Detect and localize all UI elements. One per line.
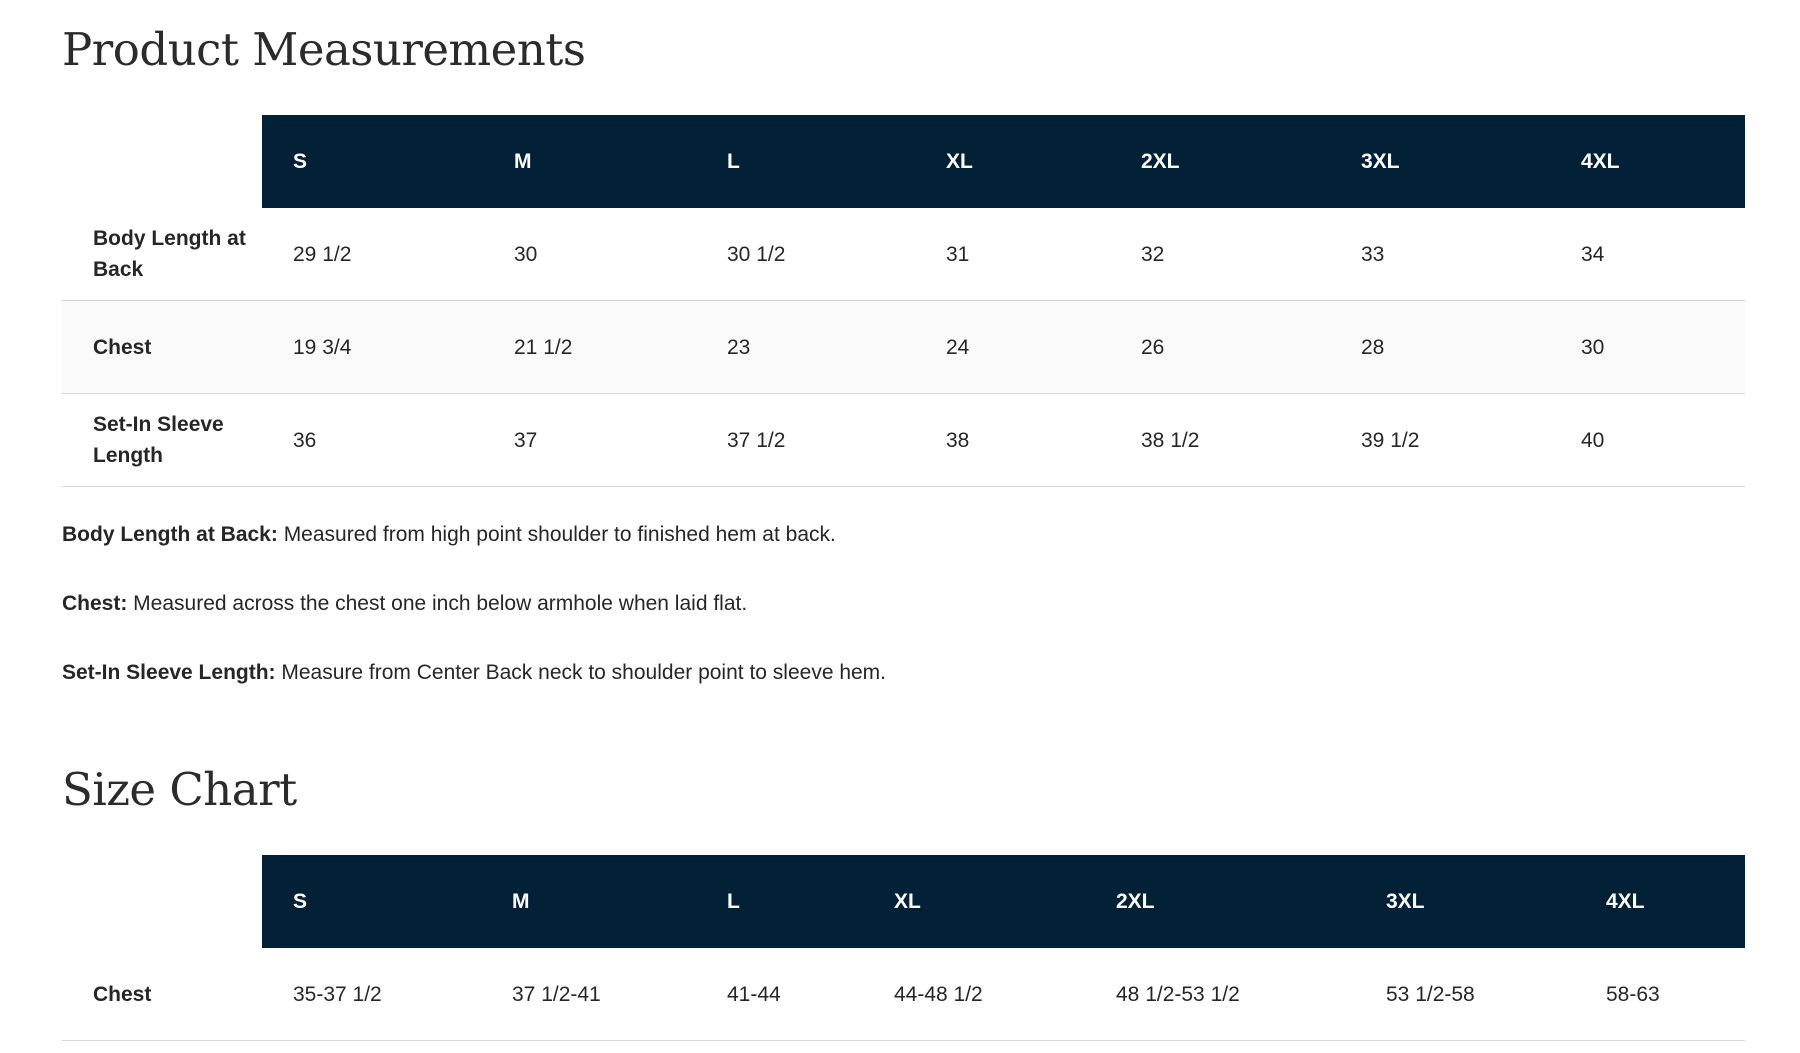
note-term: Body Length at Back: <box>62 523 278 546</box>
product-measurements-title: Product Measurements <box>62 23 586 76</box>
table-cell: 36 <box>262 394 483 487</box>
size-header: M <box>483 115 696 208</box>
size-header: L <box>696 115 915 208</box>
table-cell: 48 1/2-53 1/2 <box>1085 948 1355 1041</box>
table-cell: 44-48 1/2 <box>863 948 1085 1041</box>
size-header: L <box>696 855 863 948</box>
table-cell: 37 1/2-41 <box>481 948 696 1041</box>
size-header: XL <box>915 115 1110 208</box>
table-cell: 29 1/2 <box>262 208 483 301</box>
table-row <box>62 394 1745 487</box>
table-cell: 30 1/2 <box>696 208 915 301</box>
table-header-row <box>62 855 1745 948</box>
table-cell: 19 3/4 <box>262 301 483 394</box>
note-term: Set-In Sleeve Length: <box>62 661 276 684</box>
size-header: XL <box>863 855 1085 948</box>
table-cell: 23 <box>696 301 915 394</box>
table-cell: 28 <box>1330 301 1550 394</box>
table-cell: 32 <box>1110 208 1330 301</box>
row-label: Chest <box>62 948 262 1041</box>
table-cell: 53 1/2-58 <box>1355 948 1575 1041</box>
row-label: Body Length at Back <box>62 208 262 301</box>
size-header: 2XL <box>1085 855 1355 948</box>
table-cell: 30 <box>1550 301 1745 394</box>
table-cell: 34 <box>1550 208 1745 301</box>
table-header-row <box>62 115 1745 208</box>
size-header: 4XL <box>1550 115 1745 208</box>
table-cell: 31 <box>915 208 1110 301</box>
table-cell: 41-44 <box>696 948 863 1041</box>
table-cell: 38 1/2 <box>1110 394 1330 487</box>
measurement-note <box>62 589 747 619</box>
row-label: Set-In Sleeve Length <box>62 394 262 487</box>
note-text: Measured across the chest one inch below armhole when laid flat. <box>127 592 748 615</box>
note-term: Chest: <box>62 592 128 615</box>
table-cell: 37 <box>483 394 696 487</box>
table-row <box>62 301 1745 394</box>
table-cell: 26 <box>1110 301 1330 394</box>
table-cell: 37 1/2 <box>696 394 915 487</box>
size-header: 4XL <box>1575 855 1745 948</box>
table-cell: 33 <box>1330 208 1550 301</box>
table-corner-cell <box>62 115 262 208</box>
measurement-note <box>62 520 836 550</box>
size-header: 2XL <box>1110 115 1330 208</box>
table-cell: 35-37 1/2 <box>262 948 481 1041</box>
size-chart-title: Size Chart <box>62 763 297 816</box>
measurement-note <box>62 658 886 688</box>
size-header: S <box>262 115 483 208</box>
table-cell: 24 <box>915 301 1110 394</box>
table-row <box>62 208 1745 301</box>
size-header: M <box>481 855 696 948</box>
size-header: 3XL <box>1355 855 1575 948</box>
table-cell: 30 <box>483 208 696 301</box>
size-chart-table <box>62 855 1745 1041</box>
product-measurements-table <box>62 115 1745 487</box>
row-label: Chest <box>62 301 262 394</box>
size-header: 3XL <box>1330 115 1550 208</box>
table-cell: 58-63 <box>1575 948 1745 1041</box>
note-text: Measure from Center Back neck to shoulder point to sleeve hem. <box>275 661 887 684</box>
table-cell: 40 <box>1550 394 1745 487</box>
size-header: S <box>262 855 481 948</box>
note-text: Measured from high point shoulder to finished hem at back. <box>277 523 836 546</box>
table-cell: 38 <box>915 394 1110 487</box>
table-row <box>62 948 1745 1041</box>
table-cell: 21 1/2 <box>483 301 696 394</box>
table-corner-cell <box>62 855 262 948</box>
table-cell: 39 1/2 <box>1330 394 1550 487</box>
